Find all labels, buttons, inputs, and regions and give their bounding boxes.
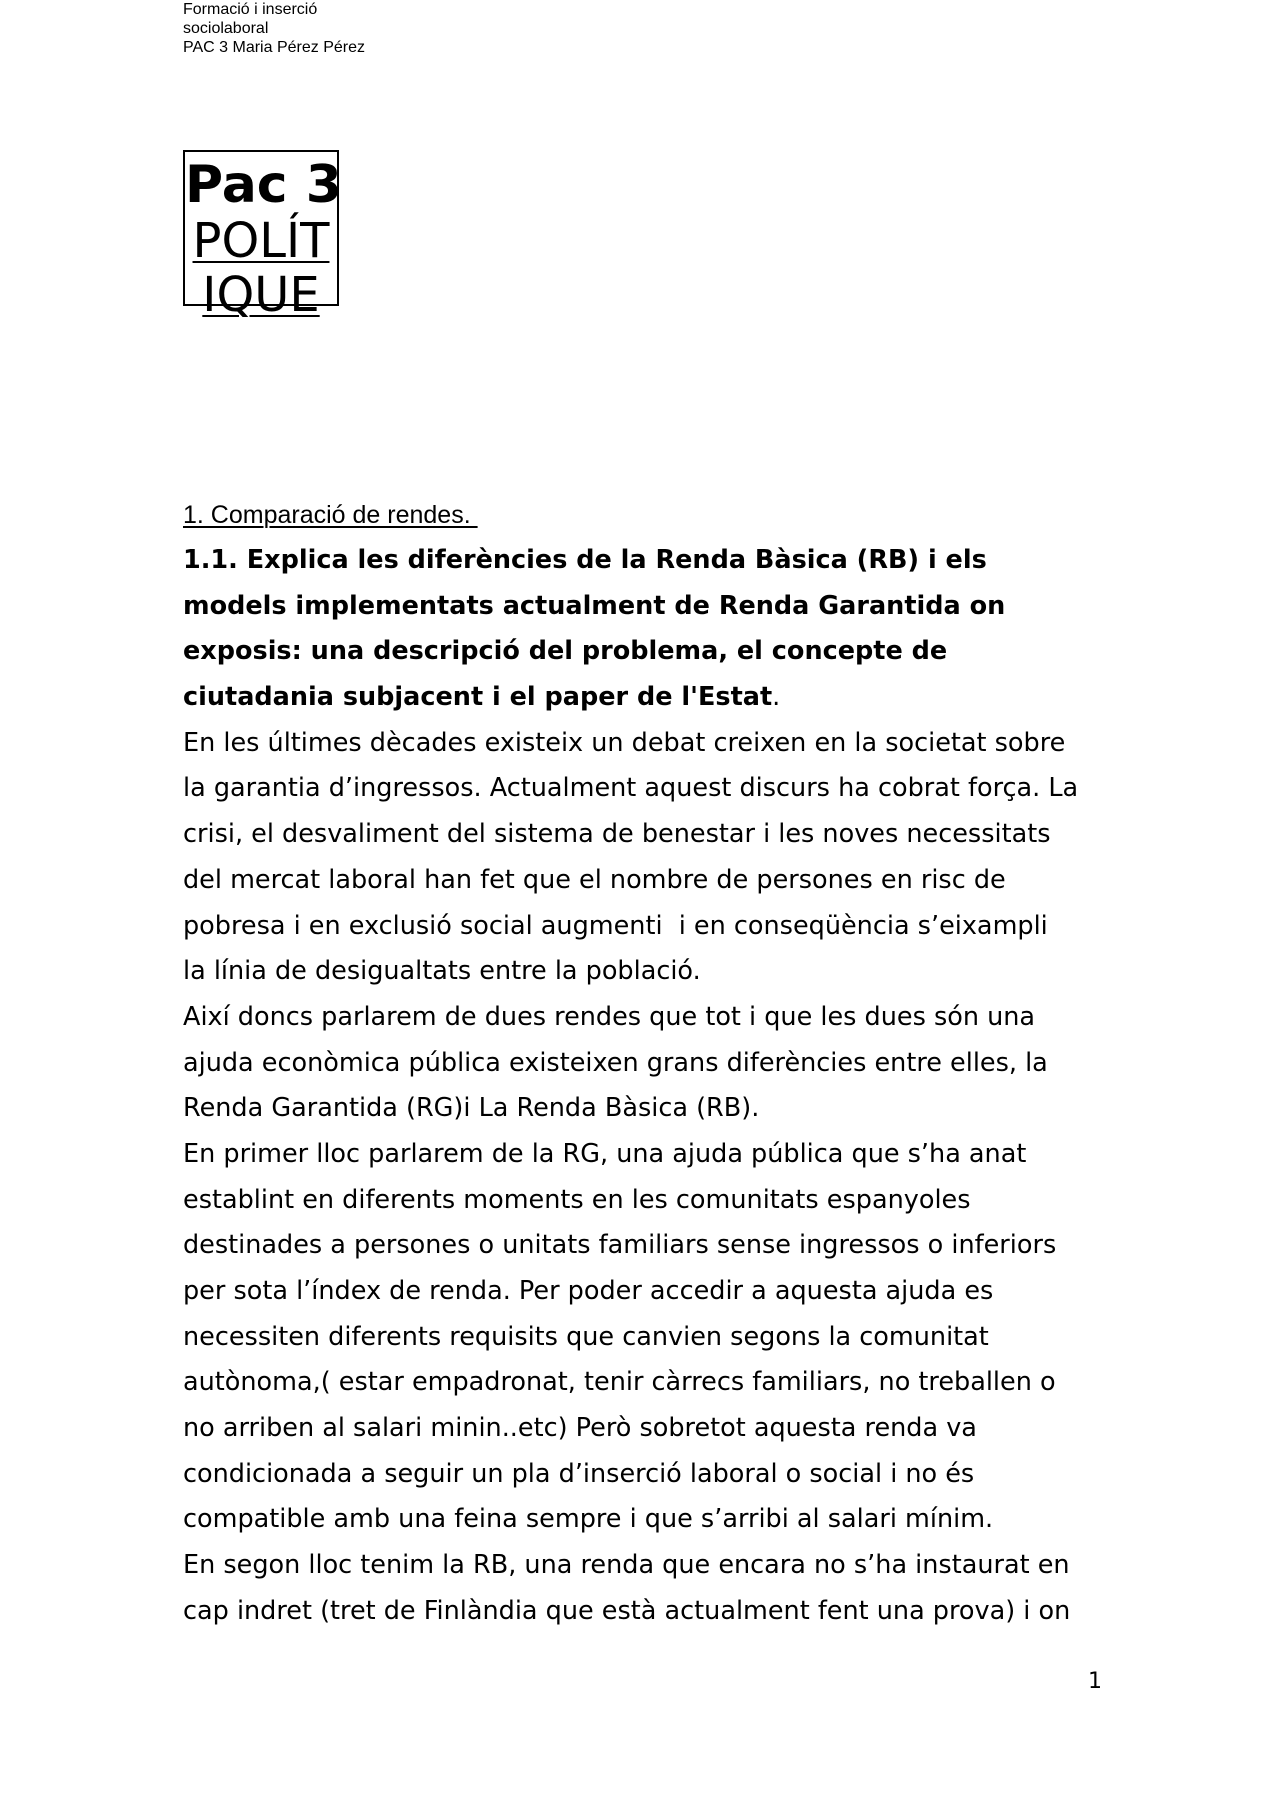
header-line-course-cont: sociolaboral <box>183 20 269 37</box>
paragraph-line: establint en diferents moments en les comunitats espanyoles <box>183 1184 971 1215</box>
question-end-punctuation: . <box>772 682 781 713</box>
paragraph-line: crisi, el desvaliment del sistema de benestar i les noves necessitats <box>183 819 1051 850</box>
paragraph-line: pobresa i en exclusió social augmenti i en conseqüència s’eixampli <box>183 910 1048 941</box>
paragraph-line: del mercat laboral han fet que el nombre de persones en risc de <box>183 864 1006 895</box>
section-heading: 1. Comparació de rendes. <box>183 501 478 529</box>
header-line-course: Formació i inserció <box>183 1 318 18</box>
question-line-text: ciutadania subjacent i el paper de l'Estat <box>183 682 773 713</box>
header-line-author: PAC 3 Maria Pérez Pérez <box>183 39 365 56</box>
paragraph-line: autònoma,( estar empadronat, tenir càrrecs familiars, no treballen o <box>183 1367 1056 1398</box>
paragraph-line: En les últimes dècades existeix un debat creixen en la societat sobre <box>183 727 1066 758</box>
paragraph-line: destinades a persones o unitats familiars sense ingressos o inferiors <box>183 1230 1057 1261</box>
paragraph-line: Renda Garantida (RG)i La Renda Bàsica (RB). <box>183 1093 760 1124</box>
paragraph-line: per sota l’índex de renda. Per poder accedir a aquesta ajuda es <box>183 1276 994 1306</box>
paragraph-line: la garantia d’ingressos. Actualment aquest discurs ha cobrat força. La <box>183 773 1079 804</box>
title-box <box>183 150 342 323</box>
title-main: Pac 3 <box>185 155 342 215</box>
question-line: models implementats actualment de Renda Garantida on <box>183 590 1006 621</box>
paragraph-line: Així doncs parlarem de dues rendes que tot i que les dues són una <box>183 1001 1036 1032</box>
title-sub-line-2: IQUE <box>202 267 320 323</box>
page-number: 1 <box>1088 1669 1102 1694</box>
document-body <box>183 538 1113 1635</box>
paragraph-line: no arriben al salari minin..etc) Però sobretot aquesta renda va <box>183 1413 977 1444</box>
question-line: 1.1. Explica les diferències de la Renda Bàsica (RB) i els <box>183 545 987 575</box>
paragraph-line: En segon lloc tenim la RB, una renda que encara no s’ha instaurat en <box>183 1550 1070 1581</box>
paragraph-line: compatible amb una feina sempre i que s’arribi al salari mínim. <box>183 1504 994 1535</box>
paragraph-line: ajuda econòmica pública existeixen grans diferències entre elles, la <box>183 1047 1048 1078</box>
title-sub-line-1: POLÍT <box>192 213 330 269</box>
paragraph-line: necessiten diferents requisits que canvien segons la comunitat <box>183 1321 989 1352</box>
paragraph-line: cap indret (tret de Finlàndia que està actualment fent una prova) i on <box>183 1595 1071 1626</box>
question-line: exposis: una descripció del problema, el concepte de <box>183 636 948 667</box>
paragraph-line: la línia de desigualtats entre la població. <box>183 956 701 987</box>
paragraph-line: En primer lloc parlarem de la RG, una ajuda pública que s’ha anat <box>183 1138 1027 1169</box>
question-line-last <box>183 675 1113 721</box>
paragraph-line: condicionada a seguir un pla d’inserció laboral o social i no és <box>183 1458 975 1489</box>
page-header <box>183 0 365 57</box>
